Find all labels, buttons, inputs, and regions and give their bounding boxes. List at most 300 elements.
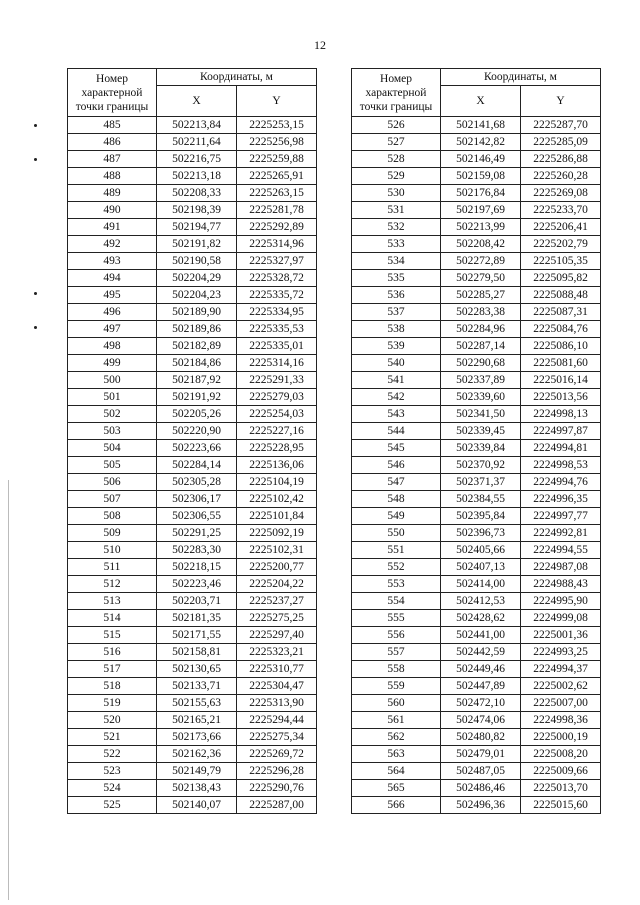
table-row (68, 797, 317, 814)
x-coordinate-cell: 502449,46 (441, 661, 521, 678)
y-coordinate-cell: 2225260,28 (521, 168, 601, 185)
point-number-cell: 539 (352, 338, 441, 355)
table-row (68, 627, 317, 644)
x-coordinate-cell: 502211,64 (157, 134, 237, 151)
y-coordinate-cell: 2225294,44 (237, 712, 317, 729)
table-row (352, 780, 601, 797)
point-number-cell: 549 (352, 508, 441, 525)
y-coordinate-cell: 2225287,70 (521, 117, 601, 134)
table-row (352, 797, 601, 814)
table-row (352, 168, 601, 185)
x-coordinate-cell: 502487,05 (441, 763, 521, 780)
y-coordinate-cell: 2225334,95 (237, 304, 317, 321)
table-row (352, 695, 601, 712)
x-coordinate-cell: 502162,36 (157, 746, 237, 763)
x-coordinate-cell: 502203,71 (157, 593, 237, 610)
y-coordinate-cell: 2224996,35 (521, 491, 601, 508)
table-body (68, 117, 317, 814)
y-coordinate-cell: 2225263,15 (237, 185, 317, 202)
y-coordinate-cell: 2225227,16 (237, 423, 317, 440)
y-coordinate-cell: 2225101,84 (237, 508, 317, 525)
x-coordinate-cell: 502194,77 (157, 219, 237, 236)
table-row (68, 712, 317, 729)
x-coordinate-cell: 502181,35 (157, 610, 237, 627)
x-coordinate-cell: 502305,28 (157, 474, 237, 491)
point-number-cell: 496 (68, 304, 157, 321)
table-row (352, 321, 601, 338)
y-coordinate-cell: 2225287,00 (237, 797, 317, 814)
y-coordinate-cell: 2225008,20 (521, 746, 601, 763)
x-coordinate-cell: 502412,53 (441, 593, 521, 610)
point-number-cell: 559 (352, 678, 441, 695)
x-coordinate-cell: 502395,84 (441, 508, 521, 525)
table-row (352, 763, 601, 780)
point-number-cell: 500 (68, 372, 157, 389)
table-row (352, 474, 601, 491)
table-row (68, 525, 317, 542)
point-number-cell: 498 (68, 338, 157, 355)
y-coordinate-cell: 2225310,77 (237, 661, 317, 678)
table-row (352, 610, 601, 627)
x-coordinate-cell: 502384,55 (441, 491, 521, 508)
y-coordinate-cell: 2225102,31 (237, 542, 317, 559)
x-coordinate-cell: 502191,92 (157, 389, 237, 406)
header-point-number: Номер характерной точки границы (68, 69, 157, 117)
table-row (352, 270, 601, 287)
point-number-cell: 487 (68, 151, 157, 168)
x-coordinate-cell: 502184,86 (157, 355, 237, 372)
x-coordinate-cell: 502149,79 (157, 763, 237, 780)
table-row (68, 270, 317, 287)
point-number-cell: 501 (68, 389, 157, 406)
table-row (352, 712, 601, 729)
point-number-cell: 535 (352, 270, 441, 287)
table-row (68, 678, 317, 695)
x-coordinate-cell: 502216,75 (157, 151, 237, 168)
point-number-cell: 488 (68, 168, 157, 185)
x-coordinate-cell: 502396,73 (441, 525, 521, 542)
table-row (352, 389, 601, 406)
table-row (352, 457, 601, 474)
y-coordinate-cell: 2225095,82 (521, 270, 601, 287)
x-coordinate-cell: 502198,39 (157, 202, 237, 219)
point-number-cell: 530 (352, 185, 441, 202)
point-number-cell: 493 (68, 253, 157, 270)
point-number-cell: 504 (68, 440, 157, 457)
point-number-cell: 527 (352, 134, 441, 151)
table-row (68, 491, 317, 508)
scan-speck (34, 326, 37, 329)
point-number-cell: 523 (68, 763, 157, 780)
y-coordinate-cell: 2225228,95 (237, 440, 317, 457)
point-number-cell: 540 (352, 355, 441, 372)
point-number-cell: 550 (352, 525, 441, 542)
y-coordinate-cell: 2225281,78 (237, 202, 317, 219)
table-row (352, 661, 601, 678)
table-row (68, 389, 317, 406)
table-row (68, 610, 317, 627)
point-number-cell: 502 (68, 406, 157, 423)
x-coordinate-cell: 502140,07 (157, 797, 237, 814)
table-row (352, 253, 601, 270)
y-coordinate-cell: 2225314,96 (237, 236, 317, 253)
point-number-cell: 532 (352, 219, 441, 236)
x-coordinate-cell: 502205,26 (157, 406, 237, 423)
table-row (352, 372, 601, 389)
y-coordinate-cell: 2225296,28 (237, 763, 317, 780)
y-coordinate-cell: 2225204,22 (237, 576, 317, 593)
table-row (352, 236, 601, 253)
y-coordinate-cell: 2225237,27 (237, 593, 317, 610)
table-row (68, 729, 317, 746)
table-row (68, 355, 317, 372)
y-coordinate-cell: 2225335,72 (237, 287, 317, 304)
table-row (352, 117, 601, 134)
table-row (352, 185, 601, 202)
point-number-cell: 555 (352, 610, 441, 627)
point-number-cell: 506 (68, 474, 157, 491)
table-row (68, 746, 317, 763)
table-row (352, 559, 601, 576)
point-number-cell: 486 (68, 134, 157, 151)
table-row (352, 355, 601, 372)
x-coordinate-cell: 502306,55 (157, 508, 237, 525)
table-row (68, 423, 317, 440)
header-x: X (441, 86, 521, 117)
header-x: X (157, 86, 237, 117)
x-coordinate-cell: 502272,89 (441, 253, 521, 270)
x-coordinate-cell: 502159,08 (441, 168, 521, 185)
y-coordinate-cell: 2225105,35 (521, 253, 601, 270)
point-number-cell: 520 (68, 712, 157, 729)
table-row (352, 542, 601, 559)
table-row (352, 491, 601, 508)
x-coordinate-cell: 502287,14 (441, 338, 521, 355)
table-row (68, 474, 317, 491)
point-number-cell: 513 (68, 593, 157, 610)
y-coordinate-cell: 2225297,40 (237, 627, 317, 644)
y-coordinate-cell: 2225016,14 (521, 372, 601, 389)
header-point-number: Номер характерной точки границы (352, 69, 441, 117)
y-coordinate-cell: 2225286,88 (521, 151, 601, 168)
point-number-cell: 489 (68, 185, 157, 202)
point-number-cell: 509 (68, 525, 157, 542)
table-row (352, 219, 601, 236)
x-coordinate-cell: 502187,92 (157, 372, 237, 389)
point-number-cell: 503 (68, 423, 157, 440)
point-number-cell: 558 (352, 661, 441, 678)
table-row (68, 457, 317, 474)
point-number-cell: 546 (352, 457, 441, 474)
y-coordinate-cell: 2225001,36 (521, 627, 601, 644)
point-number-cell: 510 (68, 542, 157, 559)
x-coordinate-cell: 502339,45 (441, 423, 521, 440)
point-number-cell: 494 (68, 270, 157, 287)
point-number-cell: 495 (68, 287, 157, 304)
point-number-cell: 533 (352, 236, 441, 253)
y-coordinate-cell: 2225233,70 (521, 202, 601, 219)
y-coordinate-cell: 2225256,98 (237, 134, 317, 151)
point-number-cell: 561 (352, 712, 441, 729)
table-row (68, 168, 317, 185)
table-row (68, 440, 317, 457)
table-row (68, 321, 317, 338)
table-row (352, 627, 601, 644)
y-coordinate-cell: 2225328,72 (237, 270, 317, 287)
table-row (68, 695, 317, 712)
point-number-cell: 557 (352, 644, 441, 661)
x-coordinate-cell: 502370,92 (441, 457, 521, 474)
table-row (352, 440, 601, 457)
y-coordinate-cell: 2225104,19 (237, 474, 317, 491)
table-row (352, 304, 601, 321)
x-coordinate-cell: 502283,30 (157, 542, 237, 559)
table-row (68, 593, 317, 610)
x-coordinate-cell: 502339,84 (441, 440, 521, 457)
point-number-cell: 507 (68, 491, 157, 508)
y-coordinate-cell: 2225200,77 (237, 559, 317, 576)
point-number-cell: 543 (352, 406, 441, 423)
table-row (68, 253, 317, 270)
point-number-cell: 542 (352, 389, 441, 406)
x-coordinate-cell: 502291,25 (157, 525, 237, 542)
y-coordinate-cell: 2224998,13 (521, 406, 601, 423)
point-number-cell: 485 (68, 117, 157, 134)
y-coordinate-cell: 2225265,91 (237, 168, 317, 185)
table-row (352, 508, 601, 525)
table-row (68, 185, 317, 202)
y-coordinate-cell: 2224999,08 (521, 610, 601, 627)
point-number-cell: 551 (352, 542, 441, 559)
y-coordinate-cell: 2225259,88 (237, 151, 317, 168)
x-coordinate-cell: 502284,96 (441, 321, 521, 338)
point-number-cell: 490 (68, 202, 157, 219)
point-number-cell: 508 (68, 508, 157, 525)
y-coordinate-cell: 2225285,09 (521, 134, 601, 151)
point-number-cell: 548 (352, 491, 441, 508)
y-coordinate-cell: 2225253,15 (237, 117, 317, 134)
coordinates-table-right (351, 68, 601, 814)
x-coordinate-cell: 502191,82 (157, 236, 237, 253)
point-number-cell: 525 (68, 797, 157, 814)
point-number-cell: 560 (352, 695, 441, 712)
y-coordinate-cell: 2225088,48 (521, 287, 601, 304)
x-coordinate-cell: 502213,18 (157, 168, 237, 185)
x-coordinate-cell: 502208,42 (441, 236, 521, 253)
table-row (68, 576, 317, 593)
x-coordinate-cell: 502189,86 (157, 321, 237, 338)
x-coordinate-cell: 502442,59 (441, 644, 521, 661)
y-coordinate-cell: 2225279,03 (237, 389, 317, 406)
x-coordinate-cell: 502208,33 (157, 185, 237, 202)
x-coordinate-cell: 502138,43 (157, 780, 237, 797)
table-body (352, 117, 601, 814)
point-number-cell: 536 (352, 287, 441, 304)
table-row (352, 151, 601, 168)
table-row (68, 661, 317, 678)
x-coordinate-cell: 502197,69 (441, 202, 521, 219)
point-number-cell: 537 (352, 304, 441, 321)
x-coordinate-cell: 502223,66 (157, 440, 237, 457)
x-coordinate-cell: 502130,65 (157, 661, 237, 678)
point-number-cell: 531 (352, 202, 441, 219)
x-coordinate-cell: 502407,13 (441, 559, 521, 576)
point-number-cell: 534 (352, 253, 441, 270)
page-number: 12 (314, 38, 326, 52)
y-coordinate-cell: 2225136,06 (237, 457, 317, 474)
y-coordinate-cell: 2225335,01 (237, 338, 317, 355)
point-number-cell: 512 (68, 576, 157, 593)
scan-speck (34, 124, 37, 127)
table-row (68, 117, 317, 134)
scan-margin-line (8, 480, 9, 900)
y-coordinate-cell: 2224995,90 (521, 593, 601, 610)
table-row (352, 525, 601, 542)
x-coordinate-cell: 502173,66 (157, 729, 237, 746)
point-number-cell: 516 (68, 644, 157, 661)
table-row (68, 372, 317, 389)
x-coordinate-cell: 502496,36 (441, 797, 521, 814)
point-number-cell: 517 (68, 661, 157, 678)
y-coordinate-cell: 2224997,77 (521, 508, 601, 525)
y-coordinate-cell: 2225313,90 (237, 695, 317, 712)
y-coordinate-cell: 2225092,19 (237, 525, 317, 542)
x-coordinate-cell: 502204,23 (157, 287, 237, 304)
point-number-cell: 515 (68, 627, 157, 644)
y-coordinate-cell: 2225202,79 (521, 236, 601, 253)
x-coordinate-cell: 502189,90 (157, 304, 237, 321)
header-coordinates: Координаты, м (441, 69, 601, 86)
x-coordinate-cell: 502337,89 (441, 372, 521, 389)
y-coordinate-cell: 2225269,72 (237, 746, 317, 763)
point-number-cell: 556 (352, 627, 441, 644)
table-row (352, 729, 601, 746)
x-coordinate-cell: 502284,14 (157, 457, 237, 474)
scan-speck (34, 292, 37, 295)
point-number-cell: 563 (352, 746, 441, 763)
x-coordinate-cell: 502204,29 (157, 270, 237, 287)
point-number-cell: 544 (352, 423, 441, 440)
table-row (352, 576, 601, 593)
x-coordinate-cell: 502283,38 (441, 304, 521, 321)
y-coordinate-cell: 2225013,70 (521, 780, 601, 797)
point-number-cell: 522 (68, 746, 157, 763)
table-row (352, 338, 601, 355)
point-number-cell: 514 (68, 610, 157, 627)
scan-speck (34, 158, 37, 161)
point-number-cell: 505 (68, 457, 157, 474)
table-row (68, 134, 317, 151)
x-coordinate-cell: 502290,68 (441, 355, 521, 372)
table-row (352, 423, 601, 440)
point-number-cell: 491 (68, 219, 157, 236)
x-coordinate-cell: 502165,21 (157, 712, 237, 729)
point-number-cell: 564 (352, 763, 441, 780)
x-coordinate-cell: 502158,81 (157, 644, 237, 661)
x-coordinate-cell: 502223,46 (157, 576, 237, 593)
x-coordinate-cell: 502405,66 (441, 542, 521, 559)
table-row (68, 219, 317, 236)
table-row (68, 338, 317, 355)
x-coordinate-cell: 502472,10 (441, 695, 521, 712)
point-number-cell: 566 (352, 797, 441, 814)
table-row (68, 559, 317, 576)
table-row (68, 236, 317, 253)
x-coordinate-cell: 502480,82 (441, 729, 521, 746)
y-coordinate-cell: 2224994,37 (521, 661, 601, 678)
x-coordinate-cell: 502428,62 (441, 610, 521, 627)
table-row (68, 644, 317, 661)
point-number-cell: 497 (68, 321, 157, 338)
table-row (352, 406, 601, 423)
point-number-cell: 545 (352, 440, 441, 457)
y-coordinate-cell: 2225275,34 (237, 729, 317, 746)
point-number-cell: 552 (352, 559, 441, 576)
point-number-cell: 499 (68, 355, 157, 372)
y-coordinate-cell: 2225206,41 (521, 219, 601, 236)
table-row (68, 151, 317, 168)
y-coordinate-cell: 2224997,87 (521, 423, 601, 440)
y-coordinate-cell: 2225102,42 (237, 491, 317, 508)
point-number-cell: 519 (68, 695, 157, 712)
x-coordinate-cell: 502142,82 (441, 134, 521, 151)
table-row (68, 508, 317, 525)
point-number-cell: 553 (352, 576, 441, 593)
header-coordinates: Координаты, м (157, 69, 317, 86)
table-row (68, 780, 317, 797)
y-coordinate-cell: 2224994,55 (521, 542, 601, 559)
table-row (68, 542, 317, 559)
x-coordinate-cell: 502474,06 (441, 712, 521, 729)
y-coordinate-cell: 2224994,81 (521, 440, 601, 457)
point-number-cell: 518 (68, 678, 157, 695)
table-row (352, 593, 601, 610)
x-coordinate-cell: 502447,89 (441, 678, 521, 695)
x-coordinate-cell: 502371,37 (441, 474, 521, 491)
point-number-cell: 524 (68, 780, 157, 797)
point-number-cell: 526 (352, 117, 441, 134)
table-row (68, 287, 317, 304)
x-coordinate-cell: 502306,17 (157, 491, 237, 508)
x-coordinate-cell: 502133,71 (157, 678, 237, 695)
x-coordinate-cell: 502441,00 (441, 627, 521, 644)
point-number-cell: 521 (68, 729, 157, 746)
x-coordinate-cell: 502213,99 (441, 219, 521, 236)
point-number-cell: 529 (352, 168, 441, 185)
y-coordinate-cell: 2225000,19 (521, 729, 601, 746)
x-coordinate-cell: 502279,50 (441, 270, 521, 287)
y-coordinate-cell: 2225290,76 (237, 780, 317, 797)
x-coordinate-cell: 502171,55 (157, 627, 237, 644)
y-coordinate-cell: 2225314,16 (237, 355, 317, 372)
x-coordinate-cell: 502486,46 (441, 780, 521, 797)
table-row (352, 678, 601, 695)
table-row (352, 746, 601, 763)
point-number-cell: 562 (352, 729, 441, 746)
y-coordinate-cell: 2225275,25 (237, 610, 317, 627)
point-number-cell: 511 (68, 559, 157, 576)
x-coordinate-cell: 502176,84 (441, 185, 521, 202)
y-coordinate-cell: 2224988,43 (521, 576, 601, 593)
y-coordinate-cell: 2225086,10 (521, 338, 601, 355)
point-number-cell: 541 (352, 372, 441, 389)
x-coordinate-cell: 502218,15 (157, 559, 237, 576)
y-coordinate-cell: 2225291,33 (237, 372, 317, 389)
table-row (68, 763, 317, 780)
y-coordinate-cell: 2224998,36 (521, 712, 601, 729)
y-coordinate-cell: 2224987,08 (521, 559, 601, 576)
point-number-cell: 492 (68, 236, 157, 253)
